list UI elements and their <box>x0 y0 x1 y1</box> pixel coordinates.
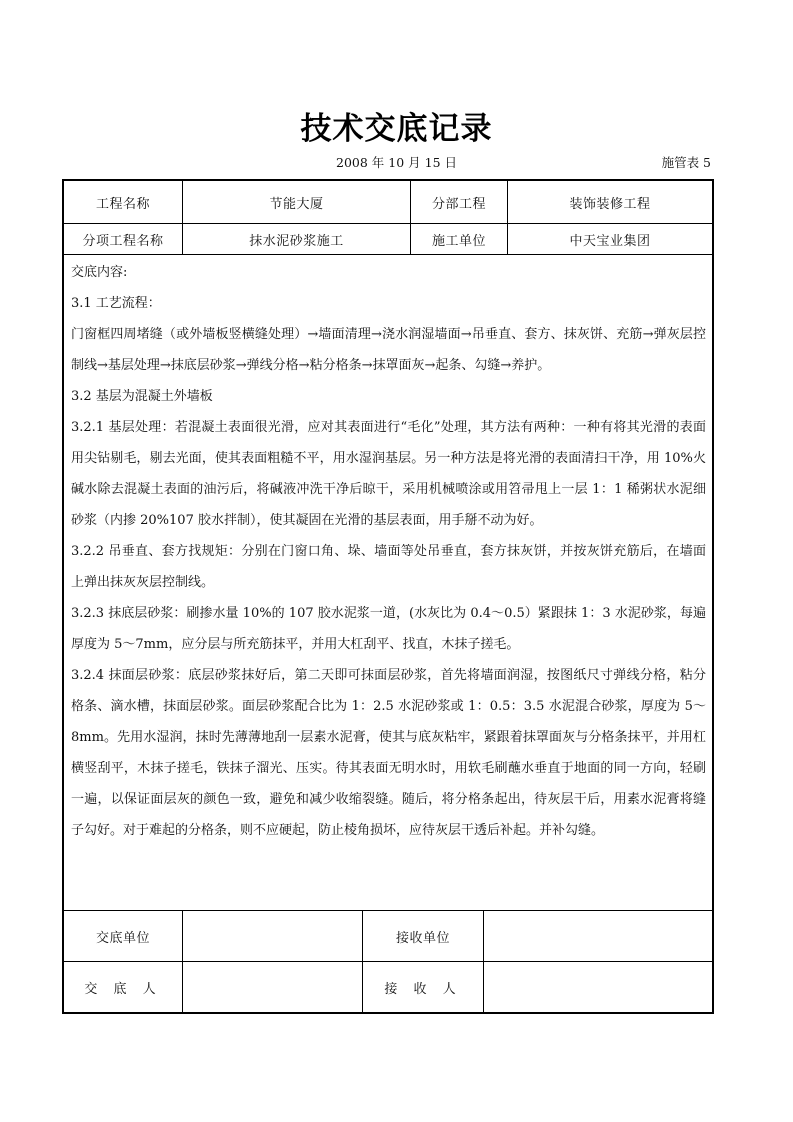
content-paragraph: 3.2.3 抹底层砂浆：刷掺水量 10%的 107 胶水泥浆一道，(水灰比为 0.4～0.5）紧跟抹 1：3 水泥砂浆，每遍厚度为 5～7mm，应分层与所充筋抹平，并用大杠刮平、找直，木抹子搓毛。 <box>71 606 706 652</box>
receiver-label: 接 收 人 <box>384 981 462 997</box>
receiving-unit-field[interactable] <box>484 911 712 961</box>
content-paragraph: 3.2.1 基层处理：若混凝土表面很光滑，应对其表面进行“毛化”处理，其方法有两种：一种有将其光滑的表面用尖钻剔毛，剔去光面，使其表面粗糙不平，用水湿润基层。另一种方法是将光滑的表面清扫干净，用 10%火碱水除去混凝土表面的油污后，将碱液冲洗干净后晾干，采用机械喷涂或用笤帚甩上一层 1：1 稀粥状水泥细砂浆（内掺 20%107 胶水拌制），使其凝固在光滑的基层表面，用手掰不动为好。 <box>71 420 706 528</box>
subitem-name-label: 分项工程名称 <box>82 233 164 249</box>
issuing-unit-label: 交底单位 <box>95 930 150 946</box>
contractor-label: 施工单位 <box>431 233 486 249</box>
division-label: 分部工程 <box>431 196 486 212</box>
project-name-value: 节能大厦 <box>269 196 324 212</box>
document-title: 技术交底记录 <box>300 111 493 147</box>
receiving-unit-label: 接收单位 <box>395 930 450 946</box>
issuer-label: 交 底 人 <box>84 981 162 997</box>
division-value: 装饰装修工程 <box>569 196 651 212</box>
content-paragraph: 3.1 工艺流程： <box>71 296 161 311</box>
receiver-field[interactable] <box>484 962 712 1012</box>
row-divider <box>64 254 712 255</box>
content-paragraph: 3.2.4 抹面层砂浆：底层砂浆抹好后，第二天即可抹面层砂浆，首先将墙面润湿，按图纸尺寸弹线分格，粘分格条、滴水槽，抹面层砂浆。面层砂浆配合比为 1：2.5 水泥砂浆或 1：0.5：3.5 水泥混合砂浆，厚度为 5～8mm。先用水湿润，抹时先薄薄地刮一层素水泥膏，使其与底灰粘牢，紧跟着抹罩面灰与分格条抹平，并用杠横竖刮平，木抹子搓毛，铁抹子溜光、压实。待其表面无明水时，用软毛刷蘸水垂直于地面的同一方向，轻刷一遍，以保证面层灰的颜色一致，避免和减少收缩裂缝。随后，将分格条起出，待灰层干后，用素水泥膏将缝子勾好。对于难起的分格条，则不应硬起，防止棱角损坏，应待灰层干透后补起。并补勾缝。 <box>71 668 706 838</box>
document-date: 2008 年 10 月 15 日 <box>336 155 457 170</box>
record-table <box>62 179 714 1014</box>
content-paragraph: 3.2.2 吊垂直、套方找规矩：分别在门窗口角、垛、墙面等处吊垂直，套方抹灰饼，并按灰饼充筋后，在墙面上弹出抹灰灰层控制线。 <box>71 544 706 590</box>
issuer-field[interactable] <box>183 962 362 1012</box>
project-name-label: 工程名称 <box>95 196 150 212</box>
subitem-name-value: 抹水泥砂浆施工 <box>249 233 344 249</box>
content-paragraph: 3.2 基层为混凝土外墙板 <box>71 389 213 404</box>
issuing-unit-field[interactable] <box>183 911 362 961</box>
content-heading: 交底内容: <box>71 265 128 280</box>
form-code: 施管表 5 <box>661 155 711 170</box>
disclosure-content <box>71 257 706 846</box>
contractor-value: 中天宝业集团 <box>569 233 651 249</box>
content-paragraph: 门窗框四周堵缝（或外墙板竖横缝处理）→墙面清理→浇水润湿墙面→吊垂直、套方、抹灰饼、充筋→弹灰层控制线→基层处理→抹底层砂浆→弹线分格→粘分格条→抹罩面灰→起条、勾缝→养护。 <box>71 327 706 373</box>
